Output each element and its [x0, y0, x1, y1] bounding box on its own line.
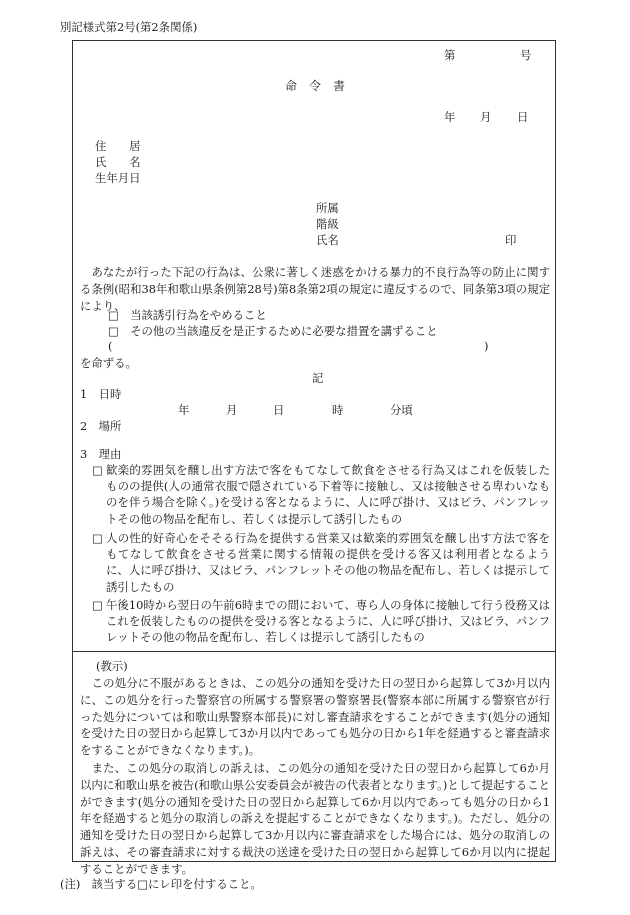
date-day: 日: [517, 110, 529, 124]
date-year: 年: [444, 110, 456, 124]
datetime-label: 1 日時: [80, 387, 122, 401]
seal-label: 印: [505, 233, 517, 247]
name-label: 氏 名: [95, 155, 141, 169]
footnote: (注) 該当する□にレ印を付すること。: [60, 877, 262, 891]
order-body-text: あなたが行った下記の行為は、公衆に著しく迷惑をかける暴力的不良行為等の防止に関する条例(昭和38年和歌山県条例第28号)第8条第2項の規定に違反するので、同条第3項の規定により、: [80, 265, 550, 313]
instruction-label: (教示): [96, 659, 128, 673]
datetime-year: 年: [178, 403, 190, 417]
number-prefix: 第: [444, 48, 456, 62]
rank-label: 階級: [316, 217, 339, 231]
paren-open: (: [108, 339, 113, 353]
form-label: 別記様式第2号(第2条関係): [60, 20, 198, 34]
checkbox[interactable]: □: [92, 463, 103, 477]
reason-label: 3 理由: [80, 447, 122, 461]
reason-item-3-text: 午後10時から翌日の午前6時までの間において、専ら人の身体に接触して行う役務又はこれを仮装したものの提供を受ける客となるように、人に呼び掛け、又はビラ、パンフレットその他の物品を配布し、若しくは提示して誘引したもの: [106, 598, 550, 645]
issuer-name-label: 氏名: [316, 233, 339, 247]
order-option-stop[interactable]: □ 当該誘引行為をやめること: [108, 308, 267, 322]
order-closing: を命ずる。: [80, 356, 137, 370]
instruction-para-2: また、この処分の取消しの訴えは、この処分の通知を受けた日の翌日から起算して6か月以内に和歌山県を被告(和歌山県公安委員会が被告の代表者となります。)として提起することができます(処分の通知を受けた日の翌日から起算して6か月以内であっても処分の日から1年を経過すると処分の取消しの訴えを提起することができなくなります。)。ただし、処分の通知を受けた日の翌日から起算して3か月以内に審査請求をした場合には、処分の取消しの訴えは、その審査請求に対する裁決の送達を受けた日の翌日から起算して6か月以内に提起することができます。: [80, 761, 550, 876]
checkbox[interactable]: □: [92, 531, 103, 545]
date-month: 月: [480, 110, 492, 124]
reason-item-2[interactable]: [92, 530, 550, 595]
datetime-minute: 分頃: [390, 403, 413, 417]
order-option-other[interactable]: □ その他の当該違反を是正するために必要な措置を講ずること: [108, 324, 438, 338]
datetime-hour: 時: [332, 403, 344, 417]
checkbox[interactable]: □: [92, 598, 103, 612]
instruction-para-1: この処分に不服があるときは、この処分の通知を受けた日の翌日から起算して3か月以内に、この処分を行った警察官の所属する警察署の警察署長(警察本部に所属する警察官が行った処分については和歌山県警察本部長)に対し審査請求をすることができます(処分の通知を受けた日の翌日から起算して3か月以内であっても処分の日から1年を経過すると審査請求をすることができなくなります。)。: [80, 676, 551, 758]
section-divider: [72, 651, 556, 652]
document-title: 命 令 書: [285, 79, 346, 93]
affiliation-label: 所属: [316, 201, 339, 215]
reason-item-1-text: 歓楽的雰囲気を醸し出す方法で客をもてなして飲食をさせる行為又はこれを仮装したものの提供(人の通常衣服で隠されている下着等に接触し、又は接触させる卑わいなものを伴う場合を除く。)を受ける客となるように、人に呼び掛け、又はビラ、パンフレットその他の物品を配布し、若しくは提示して誘引したもの: [106, 463, 550, 526]
birthdate-label: 生年月日: [95, 171, 141, 185]
reason-item-1[interactable]: [92, 462, 550, 527]
place-label: 2 場所: [80, 419, 122, 433]
datetime-month: 月: [226, 403, 238, 417]
address-label: 住 居: [95, 139, 141, 153]
reason-item-3[interactable]: [92, 597, 550, 646]
datetime-day: 日: [273, 403, 285, 417]
ki-heading: 記: [312, 371, 324, 385]
number-suffix: 号: [520, 48, 532, 62]
reason-item-2-text: 人の性的好奇心をそそる行為を提供する営業又は歓楽的雰囲気を醸し出す方法で客をもてなして飲食をさせる営業に関する情報の提供を受ける客又は利用者となるように、人に呼び掛け、又はビラ、パンフレットその他の物品を配布し、若しくは提示して誘引したもの: [106, 531, 550, 594]
paren-close: ): [484, 339, 489, 353]
